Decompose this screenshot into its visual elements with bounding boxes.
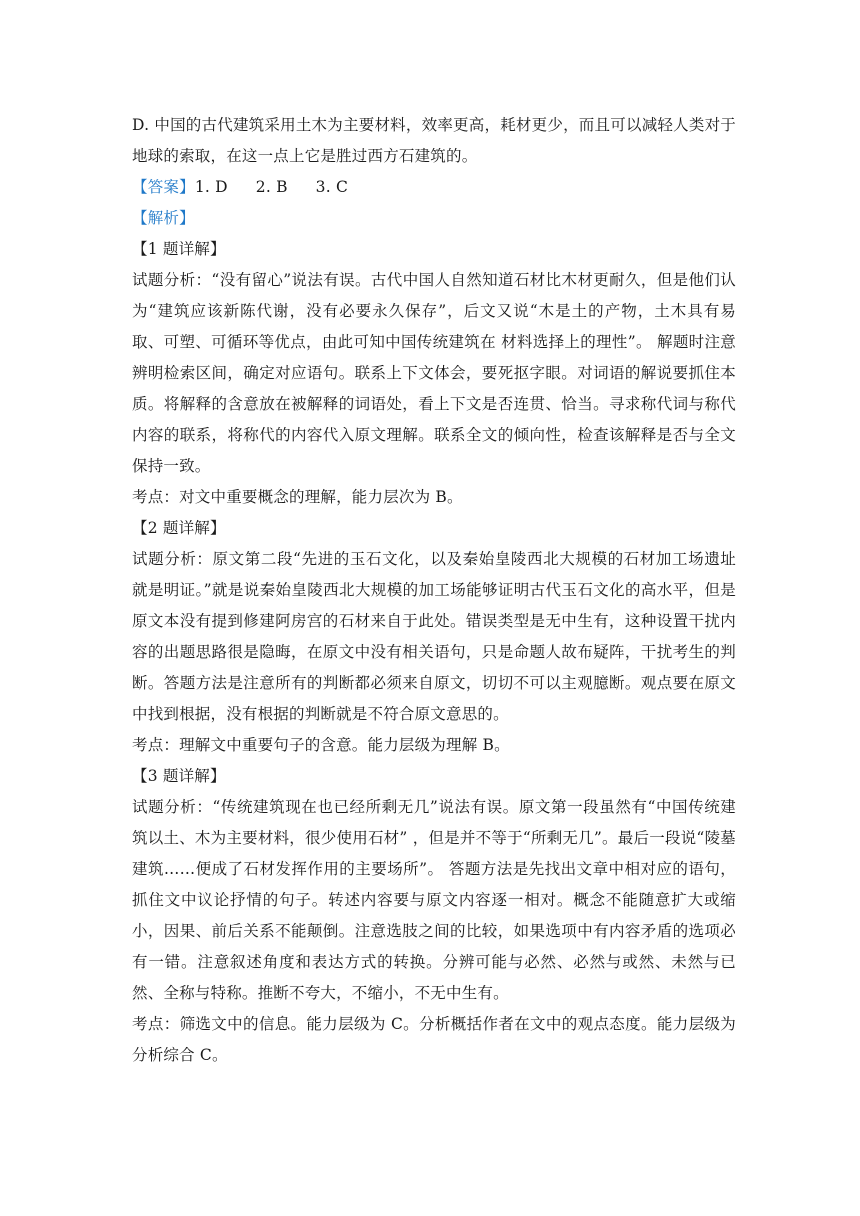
q3-analysis: 试题分析：“传统建筑现在也已经所剩无几”说法有误。原文第一段虽然有“中国传统建筑以土、木为主要材料，很少使用石材” ，但是并不等于“所剩无几”。最后一段说“陵墓建筑……便成了石材发挥作用的主要场所”。 答题方法是先找出文章中相对应的语句，抓住文中议论抒情的句子。转述内容要与原文内容逐一相对。概念不能随意扩大或缩小，因果、前后关系不能颠倒。注意选肢之间的比较，如果选项中有内容矛盾的选项必有一错。注意叙述角度和表达方式的转换。分辨可能与必然、必然与或然、未然与已然、全称与特称。推断不夸大，不缩小，不无中生有。 xyxy=(132,798,736,1002)
answer-item: 2. B xyxy=(255,178,288,196)
q3-point: 考点：筛选文中的信息。能力层级为 C。分析概括作者在文中的观点态度。能力层级为分析综合 C。 xyxy=(132,1015,736,1064)
q3-heading: 【3 题详解】 xyxy=(132,767,226,785)
q2-heading: 【2 题详解】 xyxy=(132,519,226,537)
q1-heading: 【1 题详解】 xyxy=(132,240,226,258)
answer-line xyxy=(132,172,736,203)
answer-label: 【答案】 xyxy=(132,178,195,196)
q1-point: 考点：对文中重要概念的理解，能力层次为 B。 xyxy=(132,488,463,506)
q1-analysis: 试题分析：“没有留心”说法有误。古代中国人自然知道石材比木材更耐久，但是他们认为“建筑应该新陈代谢，没有必要永久保存”，后文又说“木是土的产物，土木具有易取、可塑、可循环等优点，由此可知中国传统建筑在 材料选择上的理性”。 解题时注意辨明检索区间，确定对应语句。联系上下文体会，要死抠字眼。对词语的解说要抓住本质。将解释的含意放在被解释的词语处，看上下文是否连贯、恰当。寻求称代词与称代内容的联系，将称代的内容代入原文理解。联系全文的倾向性，检查该解释是否与全文保持一致。 xyxy=(132,271,736,475)
analysis-label: 【解析】 xyxy=(132,209,195,227)
q2-point: 考点：理解文中重要句子的含意。能力层级为理解 B。 xyxy=(132,736,510,754)
option-d: D. 中国的古代建筑采用土木为主要材料，效率更高，耗材更少，而且可以减轻人类对于地球的索取，在这一点上它是胜过西方石建筑的。 xyxy=(132,116,736,165)
document-page xyxy=(132,110,736,1071)
answer-item: 1. D xyxy=(194,178,228,196)
answer-item: 3. C xyxy=(315,178,349,196)
q2-analysis: 试题分析：原文第二段“先进的玉石文化，以及秦始皇陵西北大规模的石材加工场遗址就是明证。”就是说秦始皇陵西北大规模的加工场能够证明古代玉石文化的高水平，但是原文本没有提到修建阿房宫的石材来自于此处。错误类型是无中生有，这种设置干扰内容的出题思路很是隐晦，在原文中没有相关语句，只是命题人故布疑阵，干扰考生的判断。答题方法是注意所有的判断都必须来自原文，切切不可以主观臆断。观点要在原文中找到根据，没有根据的判断就是不符合原文意思的。 xyxy=(132,550,736,723)
